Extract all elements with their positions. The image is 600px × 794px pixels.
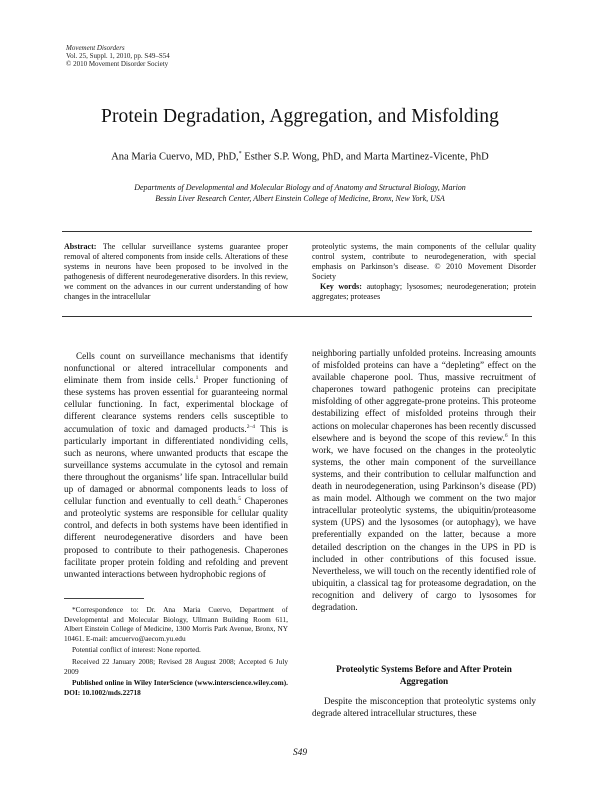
page-number: S49	[292, 748, 308, 758]
intro-sentence-1: Cells count on surveillance mechanisms that identify nonfunctional or altered intracellular components and eliminate them from inside cells.	[64, 351, 288, 386]
citation-ref: 1	[195, 375, 199, 382]
continued-sentence-1: neighboring partially unfolded proteins. Increasing amounts of misfolded proteins can have a “depleting” effect on the available chaperone pool. Thus, massive recruitment of chaperones toward pathogenic proteins can precipitate misfolding of other aggregate-prone proteins. This proteome destabilizing effect of misfolded proteins through their actions on molecular chaperones has been recently discussed elsewhere and is beyond the scope of this review.	[312, 348, 536, 443]
abstract-text-right: proteolytic systems, the main components of the cellular quality control system, contribute to neurodegeneration, with special emphasis on Parkinson’s disease. © 2010 Movement Disorder Society	[312, 242, 536, 281]
citation-ref: 5	[238, 496, 241, 503]
journal-name: Movement Disorders	[66, 44, 125, 52]
footnotes	[64, 605, 288, 699]
journal-volume: Vol. 25, Suppl. 1, 2010, pp. S49–S54	[66, 52, 170, 61]
continued-sentence-2: In this work, we have focused on the changes in the proteolytic systems, the other main component of the surveillance systems, and their contribution to cellular malfunction and death in neurodegeneration, using Parkinson’s disease (PD) as main model. Although we comment on the two major intracellular proteolytic systems, the ubiquitin/proteasome system (UPS) and the lysosomes (or autophagy), we have preferentially expanded on the latter, because a more detailed description on the changes in the UPS in PD is included in other contributions of this focused issue. Nevertheless, we will touch on the recently identified role of ubiquitin, a classical tag for proteasome degradation, on the recognition and delivery of cargo to lysosomes for degradation.	[312, 432, 536, 612]
citation-ref: 6	[504, 432, 508, 439]
body-column-right-2	[312, 695, 536, 719]
author-list	[0, 151, 600, 163]
abstract-bottom-rule	[62, 316, 532, 317]
abstract-left	[64, 242, 288, 302]
author-1: Ana Maria Cuervo, MD, PhD,	[111, 151, 239, 163]
intro-sentence-3: This is particularly important in differentiated nondividing cells, such as neurons, where unwanted products that escape the surveillance systems accumulate in the cytosol and remain there throughout the organisms’ life span. Intracellular build up of damaged or abnormal components leads to loss of cellular function and eventually to cell death.	[64, 423, 288, 507]
article-title: Protein Degradation, Aggregation, and Misfolding	[101, 106, 499, 127]
citation-ref: 2–4	[246, 423, 255, 430]
footnote-conflict: Potential conflict of interest: None reported.	[72, 645, 201, 655]
intro-sentence-2: Proper functioning of these systems has proven essential for guaranteeing normal cellular functioning. In fact, experimental blockage of different clearance systems renders cells susceptible to accumulation of toxic and damaged products.	[64, 375, 288, 434]
abstract-top-rule	[62, 231, 532, 232]
abstract-label: Abstract:	[64, 242, 97, 251]
affiliation: Departments of Developmental and Molecular Biology and of Anatomy and Structural Biology, Marion Bessin Liver Research Center, Albert Einstein College of Medicine, Bronx, New York, USA	[134, 183, 466, 203]
intro-sentence-4: Chaperones and proteolytic systems are responsible for cellular quality control, and defects in both systems have been identified in different neurodegenerative disorders and have been proposed to contribute to their pathogenesis. Chaperones facilitate proper protein folding and refolding and prevent unwanted interactions between hydrophobic regions of	[64, 496, 288, 579]
paragraph-continued	[312, 347, 536, 613]
footnote-published: Published online in Wiley InterScience (www.interscience.wiley.com). DOI: 10.1002/mds.22718	[64, 678, 288, 697]
keywords	[312, 282, 536, 302]
footnote-rule	[64, 598, 144, 599]
section-heading: Proteolytic Systems Before and After Protein Aggregation	[336, 664, 512, 686]
other-authors: Esther S.P. Wong, PhD, and Marta Martinez-Vicente, PhD	[241, 151, 489, 163]
body-column-left	[64, 350, 288, 580]
keywords-text: autophagy; lysosomes; neurodegeneration; protein aggregates; proteases	[312, 282, 537, 301]
journal-header	[66, 44, 170, 69]
abstract-right	[312, 242, 536, 302]
footnote-received: Received 22 January 2008; Revised 28 August 2008; Accepted 6 July 2009	[64, 656, 288, 676]
footnote-correspondence: *Correspondence to: Dr. Ana Maria Cuervo, Department of Developmental and Molecular Biology, Ullmann Building Room 611, Albert Einstein College of Medicine, 1300 Morris Park Avenue, Bronx, NY 10461. E-mail: amcuervo@aecom.yu.edu	[64, 605, 288, 643]
keywords-label: Key words:	[320, 282, 362, 291]
paragraph-intro	[64, 350, 288, 580]
body-column-right	[312, 347, 536, 613]
journal-copyright: © 2010 Movement Disorder Society	[66, 60, 169, 69]
abstract-text-left: The cellular surveillance systems guarantee proper removal of altered components from inside cells. Alterations of these systems in neurons have been proposed to be involved in the pathogenesis of different neurodegenerative disorders. In this review, we comment on the advances in our current understanding of how changes in the intracellular	[64, 242, 288, 301]
corresponding-mark: *	[238, 151, 242, 157]
paragraph-section-start: Despite the misconception that proteolytic systems only degrade altered intracellular structures, these	[312, 696, 536, 719]
